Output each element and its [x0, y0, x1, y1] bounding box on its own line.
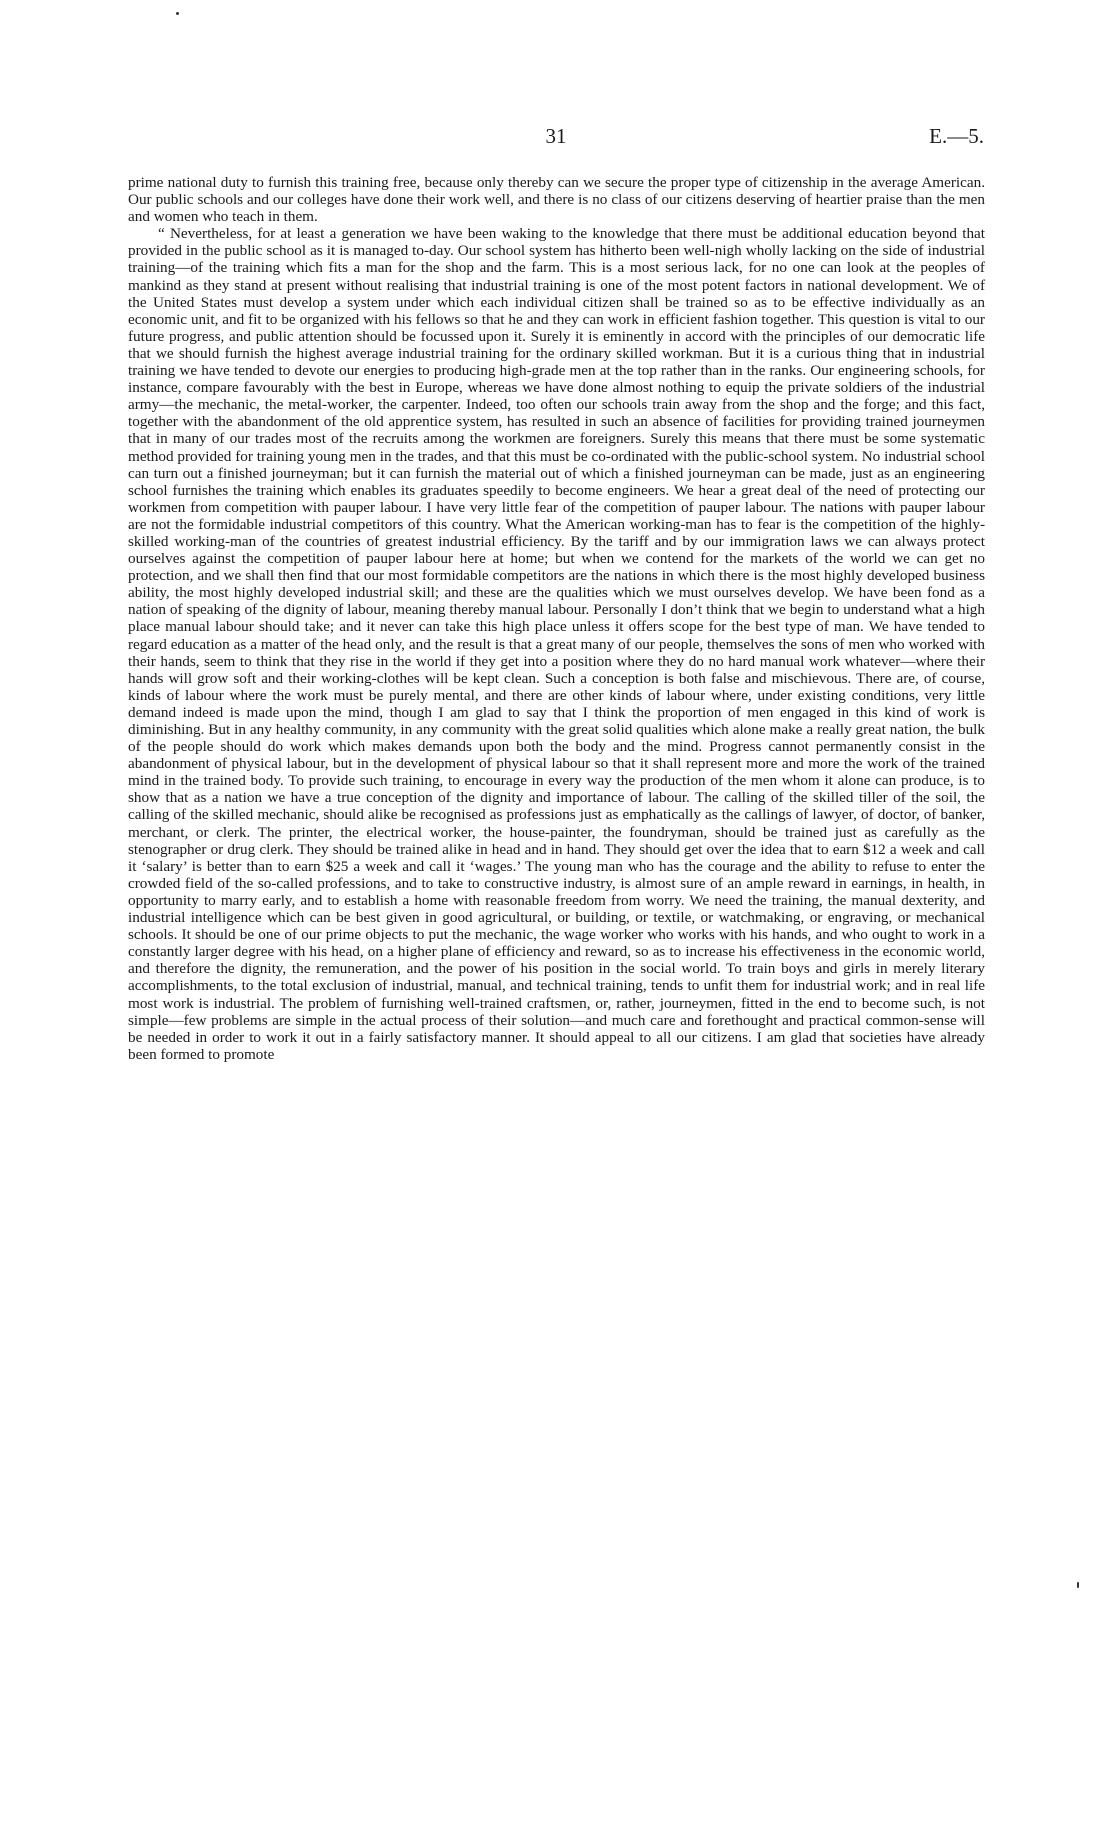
paragraph-quotation: “ Nevertheless, for at least a generation we have been waking to the knowledge that there must be additional education beyond that provided in the public school as it is managed to-day. Our school system has hitherto been well-nigh wholly lacking on the side of industrial training—of the training which fits a man for the shop and the farm. This is a most serious lack, for no one can look at the peoples of mankind as they stand at present without realising that industrial training is one of the most potent factors in national development. We of the United States must develop a system under which each individual citizen shall be trained so as to be effective individually as an economic unit, and fit to be organized with his fellows so that he and they can work in efficient fashion together. This question is vital to our future progress, and public attention should be focussed upon it. Surely it is eminently in accord with the principles of our democratic life that we should furnish the highest average industrial training for the ordinary skilled workman. But it is a curious thing that in industrial training we have tended to devote our energies to producing high-grade men at the top rather than in the ranks. Our engineering schools, for instance, compare favourably with the best in Europe, whereas we have done almost nothing to equip the private soldiers of the industrial army—the mechanic, the metal-worker, the carpenter. Indeed, too often our schools train away from the shop and the forge; and this fact, together with the abandonment of the old apprentice system, has resulted in such an absence of facilities for providing trained journeymen that in many of our trades most of the recruits among the workmen are foreigners. Surely this means that there must be some systematic method provided for training young men in the trades, and that this must be co-ordinated with the public-school system. No industrial school can turn out a finished journeyman; but it can furnish the material out of which a finished journeyman can be made, just as an engineering school furnishes the training which enables its graduates speedily to become engineers. We hear a great deal of the need of protecting our workmen from competition with pauper labour. I have very little fear of the competition of pauper labour. The nations with pauper labour are not the formidable industrial competitors of this country. What the American working-man has to fear is the competition of the highly-skilled working-man of the countries of greatest industrial efficiency. By the tariff and by our immigration laws we can always protect ourselves against the competition of pauper labour here at home; but when we contend for the markets of the world we can get no protection, and we shall then find that our most formidable competitors are the nations in which there is the most highly developed business ability, the most highly developed industrial skill; and these are the qualities which we must ourselves develop. We have been fond as a nation of speaking of the dignity of labour, meaning thereby manual labour. Personally I don’t think that we begin to understand what a high place manual labour should take; and it never can take this high place unless it offers scope for the best type of man. We have tended to regard education as a matter of the head only, and the result is that a great many of our people, themselves the sons of men who worked with their hands, seem to think that they rise in the world if they get into a position where they do no hard manual work whatever—where their hands will grow soft and their working-clothes will be kept clean. Such a conception is both false and mischievous. There are, of course, kinds of labour where the work must be purely mental, and there are other kinds of labour where, under existing conditions, very little demand indeed is made upon the mind, though I am glad to say that I think the proportion of men engaged in this kind of work is diminishing. But in any healthy community, in any community with the great solid qualities which alone make a really great nation, the bulk of the people should do work which makes demands upon both the body and the mind. Progress cannot permanently consist in the abandonment of physical labour, but in the development of physical labour so that it shall represent more and more the work of the trained mind in the trained body. To provide such training, to encourage in every way the production of the men whom it alone can produce, is to show that as a nation we have a true conception of the dignity and importance of labour. The calling of the skilled tiller of the soil, the calling of the skilled mechanic, should alike be recognised as professions just as emphatically as the callings of lawyer, of doctor, of banker, merchant, or clerk. The printer, the electrical worker, the house-painter, the foundryman, should be trained just as carefully as the stenographer or drug clerk. They should be trained alike in head and in hand. They should get over the idea that to earn $12 a week and call it ‘salary’ is better than to earn $25 a week and call it ‘wages.’ The young man who has the courage and the ability to refuse to enter the crowded field of the so-called professions, and to take to constructive industry, is almost sure of an ample reward in earnings, in health, in opportunity to marry early, and to establish a home with reasonable freedom from worry. We need the training, the manual dexterity, and industrial intelligence which can be best given in good agricultural, or building, or textile, or watchmaking, or engraving, or mechanical schools. It should be one of our prime objects to put the mechanic, the wage worker who works with his hands, and who ought to work in a constantly larger degree with his head, on a higher plane of efficiency and reward, so as to increase his effectiveness in the economic world, and therefore the dignity, the remuneration, and the power of his position in the social world. To train boys and girls in merely literary accomplishments, to the total exclusion of industrial, manual, and technical training, tends to unfit them for industrial work; and in real life most work is industrial. The problem of furnishing well-trained craftsmen, or, rather, journeymen, fitted in the end to become such, is not simple—few problems are simple in the actual process of their solution—and much care and forethought and practical common-sense will be needed in order to work it out in a fairly satisfactory manner. It should appeal to all our citizens. I am glad that societies have already been formed to promote — [128, 225, 985, 1063]
scan-speck — [176, 12, 179, 15]
page-header — [128, 124, 984, 154]
scan-speck — [1077, 1582, 1079, 1588]
body-text — [128, 174, 985, 1063]
document-reference: E.—5. — [929, 124, 984, 148]
paragraph-continued: prime national duty to furnish this training free, because only thereby can we secure the proper type of citizenship in the average American. Our public schools and our colleges have done their work well, and there is no class of our citizens deserving of heartier praise than the men and women who teach in them. — [128, 174, 985, 226]
page-number: 31 — [545, 124, 567, 148]
